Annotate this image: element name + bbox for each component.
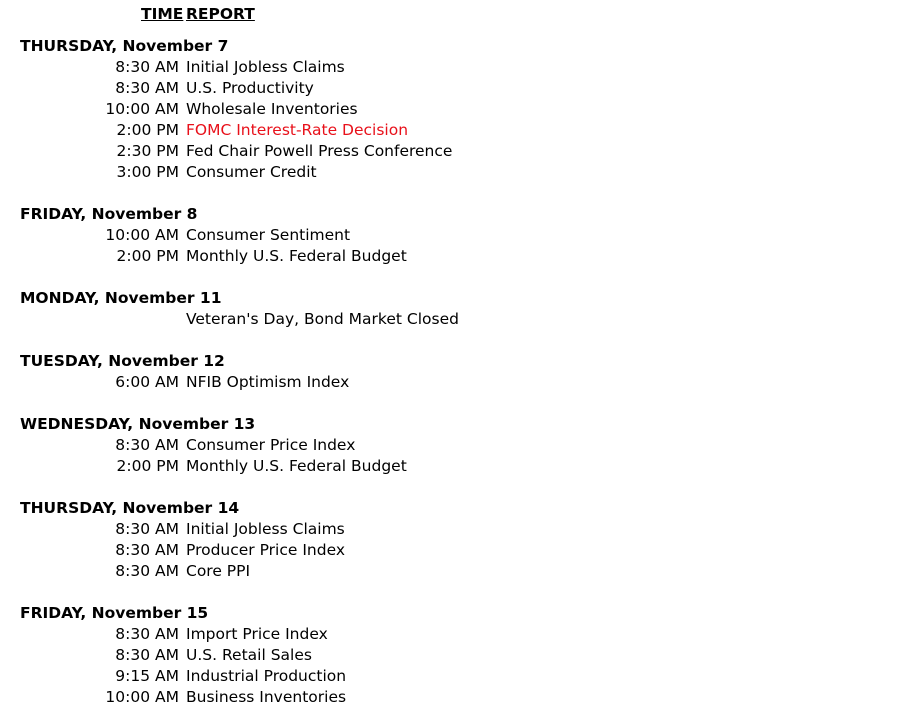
- day-header-row: [0, 204, 901, 225]
- day-header-row: [0, 36, 901, 57]
- event-time: 8:30 AM: [115, 646, 179, 664]
- event-row: [0, 372, 901, 393]
- event-time: 8:30 AM: [115, 79, 179, 97]
- day-header-row: [0, 498, 901, 519]
- time-column-header: TIME: [141, 5, 184, 23]
- event-report: Consumer Price Index: [186, 436, 356, 454]
- event-report: Monthly U.S. Federal Budget: [186, 457, 407, 475]
- event-time: 8:30 AM: [115, 520, 179, 538]
- day-label: THURSDAY, November 7: [20, 37, 229, 55]
- event-row: [0, 99, 901, 120]
- day-header-row: [0, 351, 901, 372]
- day-label: MONDAY, November 11: [20, 289, 222, 307]
- day-label: FRIDAY, November 15: [20, 604, 209, 622]
- event-report: Monthly U.S. Federal Budget: [186, 247, 407, 265]
- day-label: FRIDAY, November 8: [20, 205, 198, 223]
- event-time: 6:00 AM: [115, 373, 179, 391]
- event-row: [0, 687, 901, 708]
- event-row: [0, 162, 901, 183]
- day-label: THURSDAY, November 14: [20, 499, 240, 517]
- day-header-row: [0, 603, 901, 624]
- event-time: 8:30 AM: [115, 541, 179, 559]
- event-row: [0, 645, 901, 666]
- event-report: Business Inventories: [186, 688, 347, 706]
- event-report: U.S. Retail Sales: [186, 646, 312, 664]
- event-report: Fed Chair Powell Press Conference: [186, 142, 453, 160]
- day-label: TUESDAY, November 12: [20, 352, 225, 370]
- day-header-row: [0, 414, 901, 435]
- event-time: 2:00 PM: [116, 121, 179, 139]
- event-report: NFIB Optimism Index: [186, 373, 350, 391]
- event-row: [0, 561, 901, 582]
- event-row: [0, 78, 901, 99]
- event-report: Wholesale Inventories: [186, 100, 358, 118]
- event-time: 10:00 AM: [105, 100, 179, 118]
- event-row: [0, 141, 901, 162]
- event-time: 9:15 AM: [115, 667, 179, 685]
- event-time: 10:00 AM: [105, 226, 179, 244]
- event-report-highlighted: FOMC Interest-Rate Decision: [186, 121, 409, 139]
- event-time: 2:30 PM: [116, 142, 179, 160]
- event-row: [0, 666, 901, 687]
- event-time: 2:00 PM: [116, 457, 179, 475]
- event-time: 10:00 AM: [105, 688, 179, 706]
- event-report: Import Price Index: [186, 625, 328, 643]
- event-time: 8:30 AM: [115, 625, 179, 643]
- event-report: Consumer Sentiment: [186, 226, 351, 244]
- report-column-header: REPORT: [186, 5, 255, 23]
- event-row: [0, 435, 901, 456]
- event-time: 2:00 PM: [116, 247, 179, 265]
- event-row: [0, 57, 901, 78]
- event-row: [0, 309, 901, 330]
- event-time: 8:30 AM: [115, 562, 179, 580]
- event-report: Initial Jobless Claims: [186, 58, 345, 76]
- event-report: Consumer Credit: [186, 163, 317, 181]
- event-report: Industrial Production: [186, 667, 347, 685]
- event-row: [0, 225, 901, 246]
- event-time: 3:00 PM: [116, 163, 179, 181]
- event-report: Veteran's Day, Bond Market Closed: [186, 310, 459, 328]
- event-report: Producer Price Index: [186, 541, 346, 559]
- event-row: [0, 246, 901, 267]
- event-row: [0, 519, 901, 540]
- event-row: [0, 456, 901, 477]
- event-row: [0, 540, 901, 561]
- event-row: [0, 624, 901, 645]
- event-row: [0, 120, 901, 141]
- event-time: 8:30 AM: [115, 436, 179, 454]
- day-label: WEDNESDAY, November 13: [20, 415, 256, 433]
- event-report: U.S. Productivity: [186, 79, 314, 97]
- event-time: 8:30 AM: [115, 58, 179, 76]
- event-report: Initial Jobless Claims: [186, 520, 345, 538]
- event-report: Core PPI: [186, 562, 251, 580]
- day-header-row: [0, 288, 901, 309]
